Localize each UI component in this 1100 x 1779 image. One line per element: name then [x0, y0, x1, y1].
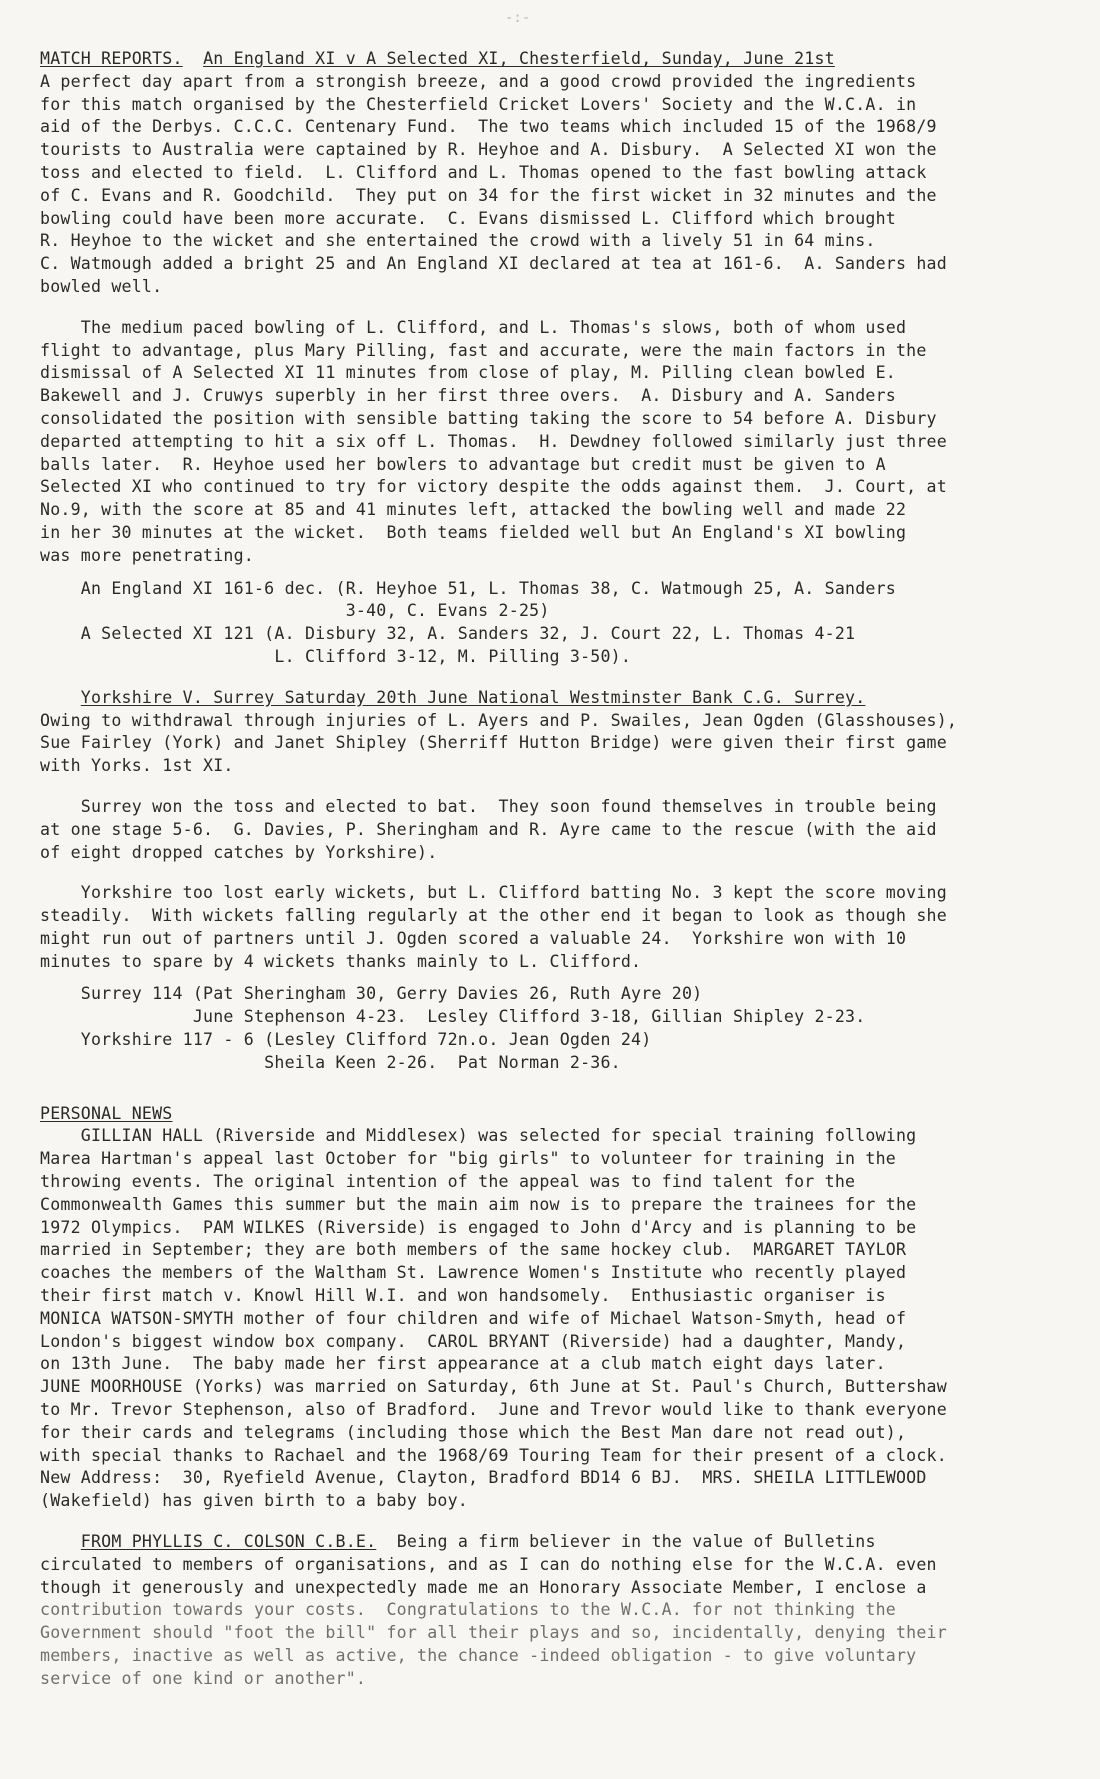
text-line: to Mr. Trevor Stephenson, also of Bradford. June and Trevor would like to thank everyone	[40, 1400, 947, 1420]
text-line: C. Watmough added a bright 25 and An England XI declared at tea at 161-6. A. Sanders had	[40, 254, 947, 274]
text-line: members, inactive as well as active, the chance -indeed obligation - to give voluntary	[40, 1646, 917, 1665]
text-line: aid of the Derbys. C.C.C. Centenary Fund. The two teams which included 15 of the 1968/9	[40, 117, 937, 137]
text-line: departed attempting to hit a six off L. Thomas. H. Dewdney followed similarly just three	[40, 431, 947, 451]
chesterfield-title: An England XI v A Selected XI, Chesterfield, Sunday, June 21st	[203, 49, 835, 68]
text-line: bowling could have been more accurate. C. Evans dismissed L. Clifford which brought	[40, 208, 896, 228]
chesterfield-paragraph-2	[40, 317, 1060, 568]
text-line: dismissal of A Selected XI 11 minutes from close of play, M. Pilling clean bowled E.	[40, 363, 896, 383]
text-line: 1972 Olympics. PAM WILKES (Riverside) is engaged to John d'Arcy and is planning to be	[40, 1217, 917, 1237]
text-line: circulated to members of organisations, and as I can do nothing else for the W.C.A. even	[40, 1554, 937, 1574]
text-line: of eight dropped catches by Yorkshire).	[40, 842, 438, 862]
yorkshire-title: Yorkshire V. Surrey Saturday 20th June National Westminster Bank C.G. Surrey.	[80, 687, 866, 707]
score-line: 3-40, C. Evans 2-25)	[40, 601, 550, 621]
personal-news-body	[40, 1125, 1060, 1513]
text-line: Being a firm believer in the value of Bulletins	[396, 1532, 876, 1552]
text-line: No.9, with the score at 85 and 41 minutes left, attacked the bowling well and made 22	[40, 500, 907, 520]
colson-body	[40, 1554, 1060, 1691]
text-line: their first match v. Knowl Hill W.I. and won handsomely. Enthusiastic organiser is	[40, 1286, 886, 1306]
yorkshire-scores	[40, 983, 1060, 1074]
text-line: The medium paced bowling of L. Clifford, and L. Thomas's slows, both of whom used	[40, 317, 907, 337]
text-line: Government should "foot the bill" for all their plays and so, incidentally, denying their	[40, 1623, 947, 1643]
text-line: Marea Hartman's appeal last October for "big girls" to volunteer for training in the	[40, 1149, 896, 1169]
text-line: Yorkshire too lost early wickets, but L. Clifford batting No. 3 kept the score moving	[40, 883, 947, 903]
score-line: June Stephenson 4-23. Lesley Clifford 3-18, Gillian Shipley 2-23.	[40, 1007, 866, 1027]
text-line: contribution towards your costs. Congratulations to the W.C.A. for not thinking the	[40, 1600, 896, 1620]
text-line: with special thanks to Rachael and the 1968/69 Touring Team for their present of a clock.	[40, 1445, 947, 1465]
text-line: consolidated the position with sensible batting taking the score to 54 before A. Disbury	[40, 408, 937, 428]
text-line: in her 30 minutes at the wicket. Both teams fielded well but An England's XI bowling	[40, 522, 907, 542]
yorkshire-paragraph-1	[40, 710, 1060, 778]
score-line: L. Clifford 3-12, M. Pilling 3-50).	[40, 646, 632, 666]
text-line: balls later. R. Heyhoe used her bowlers to advantage but credit must be given to A	[40, 454, 886, 474]
match-reports-heading	[40, 48, 1060, 71]
text-line: might run out of partners until J. Ogden scored a valuable 24. Yorkshire won with 10	[40, 928, 907, 948]
score-line: An England XI 161-6 dec. (R. Heyhoe 51, L. Thomas 38, C. Watmough 25, A. Sanders	[40, 578, 896, 598]
text-line: minutes to spare by 4 wickets thanks mainly to L. Clifford.	[40, 951, 642, 971]
score-line: Yorkshire 117 - 6 (Lesley Clifford 72n.o. Jean Ogden 24)	[40, 1030, 652, 1050]
text-line: service of one kind or another".	[40, 1668, 367, 1688]
text-line: Owing to withdrawal through injuries of L. Ayers and P. Swailes, Jean Ogden (Glasshouses),	[40, 710, 958, 730]
text-line: tourists to Australia were captained by R. Heyhoe and A. Disbury. A Selected XI won the	[40, 140, 937, 160]
colson-first-line	[40, 1531, 1060, 1554]
text-line: Selected XI who continued to try for victory despite the odds against them. J. Court, at	[40, 477, 947, 497]
text-line: flight to advantage, plus Mary Pilling, fast and accurate, were the main factors in the	[40, 340, 927, 360]
text-line: was more penetrating.	[40, 545, 254, 565]
text-line: GILLIAN HALL (Riverside and Middlesex) was selected for special training following	[40, 1126, 917, 1146]
score-line: Surrey 114 (Pat Sheringham 30, Gerry Davies 26, Ruth Ayre 20)	[40, 984, 703, 1004]
text-line: R. Heyhoe to the wicket and she entertained the crowd with a lively 51 in 64 mins.	[40, 231, 876, 251]
personal-news-heading	[40, 1103, 1060, 1126]
text-line: toss and elected to field. L. Clifford and L. Thomas opened to the fast bowling attack	[40, 162, 927, 182]
text-line: MONICA WATSON-SMYTH mother of four children and wife of Michael Watson-Smyth, head of	[40, 1308, 907, 1328]
text-line: of C. Evans and R. Goodchild. They put on 34 for the first wicket in 32 minutes and the	[40, 185, 937, 205]
section-label-match-reports: MATCH REPORTS.	[40, 49, 183, 68]
text-line: though it generously and unexpectedly made me an Honorary Associate Member, I enclose a	[40, 1577, 927, 1597]
text-line: for this match organised by the Chesterfield Cricket Lovers' Society and the W.C.A. in	[40, 94, 917, 114]
yorkshire-heading	[40, 687, 1060, 710]
text-line: throwing events. The original intention of the appeal was to find talent for the	[40, 1172, 856, 1192]
text-line: JUNE MOORHOUSE (Yorks) was married on Saturday, 6th June at St. Paul's Church, Buttershaw	[40, 1377, 947, 1397]
colson-heading: FROM PHYLLIS C. COLSON C.B.E.	[80, 1532, 377, 1552]
text-line: bowled well.	[40, 276, 163, 296]
text-line: on 13th June. The baby made her first appearance at a club match eight days later.	[40, 1354, 886, 1374]
section-label-personal-news: PERSONAL NEWS	[40, 1103, 173, 1123]
text-line: (Wakefield) has given birth to a baby boy.	[40, 1491, 468, 1511]
chesterfield-paragraph-1	[40, 71, 1060, 299]
text-line: for their cards and telegrams (including those which the Best Man dare not read out),	[40, 1422, 907, 1442]
text-line: with Yorks. 1st XI.	[40, 756, 234, 776]
yorkshire-paragraph-2	[40, 796, 1060, 864]
text-line: at one stage 5-6. G. Davies, P. Sheringham and R. Ayre came to the rescue (with the aid	[40, 819, 937, 839]
text-line: Sue Fairley (York) and Janet Shipley (Sherriff Hutton Bridge) were given their first game	[40, 733, 947, 753]
text-line: married in September; they are both members of the same hockey club. MARGARET TAYLOR	[40, 1240, 907, 1260]
text-line: steadily. With wickets falling regularly at the other end it began to look as though she	[40, 906, 947, 926]
score-line: A Selected XI 121 (A. Disbury 32, A. Sanders 32, J. Court 22, L. Thomas 4-21	[40, 624, 856, 644]
text-line: London's biggest window box company. CAROL BRYANT (Riverside) had a daughter, Mandy,	[40, 1331, 907, 1351]
text-line: Bakewell and J. Cruwys superbly in her first three overs. A. Disbury and A. Sanders	[40, 386, 896, 406]
text-line: New Address: 30, Ryefield Avenue, Clayton, Bradford BD14 6 BJ. MRS. SHEILA LITTLEWOOD	[40, 1468, 927, 1488]
yorkshire-paragraph-3	[40, 882, 1060, 973]
text-line: Commonwealth Games this summer but the main aim now is to prepare the trainees for the	[40, 1194, 917, 1214]
score-line: Sheila Keen 2-26. Pat Norman 2-36.	[40, 1052, 621, 1072]
chesterfield-scores	[40, 578, 1060, 669]
text-line: Surrey won the toss and elected to bat. They soon found themselves in trouble being	[40, 796, 937, 816]
text-line: A perfect day apart from a strongish breeze, and a good crowd provided the ingredients	[40, 71, 917, 91]
text-line: coaches the members of the Waltham St. Lawrence Women's Institute who recently played	[40, 1263, 907, 1283]
page-mark: -:-	[505, 10, 531, 26]
